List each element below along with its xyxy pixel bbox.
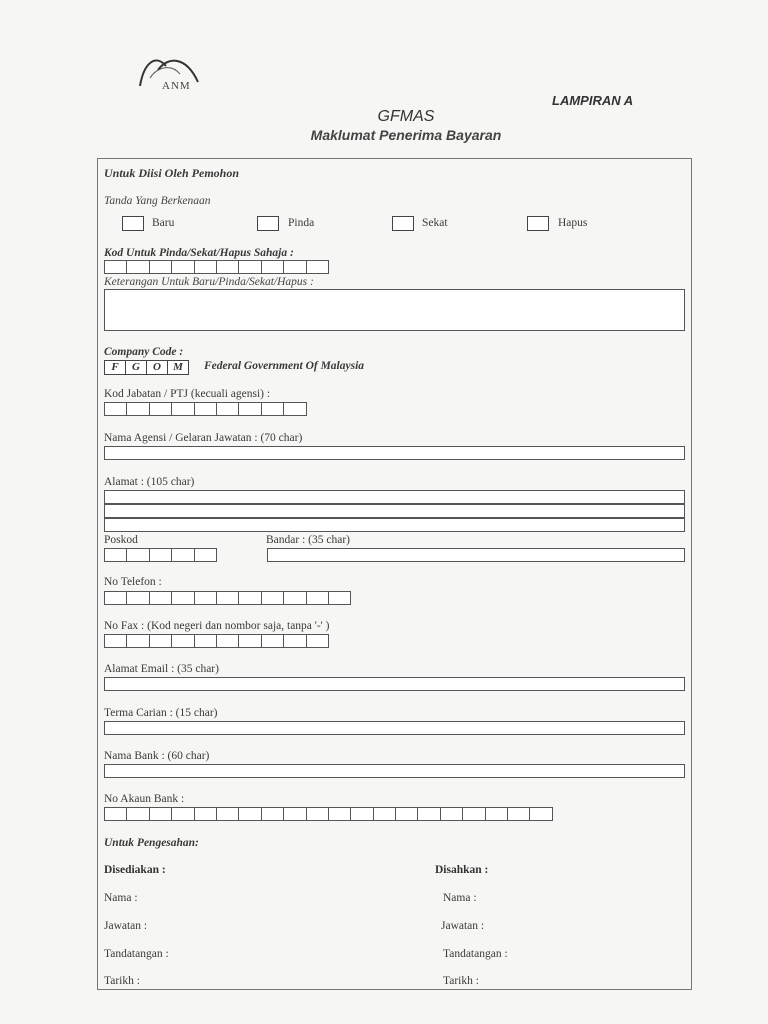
- company-name: Federal Government Of Malaysia: [204, 360, 365, 372]
- bandar-field[interactable]: [267, 548, 685, 562]
- disahkan-nama-label: Nama :: [443, 892, 477, 904]
- tanda-label: Tanda Yang Berkenaan: [104, 195, 211, 207]
- akaun-bank-cells[interactable]: [104, 807, 552, 821]
- disahkan-label: Disahkan :: [435, 864, 489, 876]
- option-sekat-label: Sekat: [422, 217, 448, 229]
- fax-label: No Fax : (Kod negeri dan nombor saja, tanpa '-' ): [104, 620, 330, 632]
- alamat-field-line2[interactable]: [104, 504, 685, 518]
- keterangan-textarea[interactable]: [104, 289, 685, 331]
- fax-cells[interactable]: [104, 634, 328, 648]
- disediakan-tarikh-label: Tarikh :: [104, 975, 140, 987]
- checkbox-baru[interactable]: [122, 216, 144, 231]
- option-baru-label: Baru: [152, 217, 175, 229]
- poskod-label: Poskod: [104, 534, 138, 546]
- email-field[interactable]: [104, 677, 685, 691]
- kod-cells[interactable]: [104, 260, 328, 274]
- option-hapus-label: Hapus: [558, 217, 588, 229]
- telefon-cells[interactable]: [104, 591, 350, 605]
- nama-bank-field[interactable]: [104, 764, 685, 778]
- page-subtitle: Maklumat Penerima Bayaran: [310, 127, 502, 143]
- logo-text: ANM: [162, 80, 191, 92]
- company-code-label: Company Code :: [104, 346, 184, 358]
- company-code-char: M: [167, 360, 189, 375]
- poskod-cells[interactable]: [104, 548, 216, 562]
- checkbox-hapus[interactable]: [527, 216, 549, 231]
- akaun-bank-label: No Akaun Bank :: [104, 793, 185, 805]
- lampiran-label: LAMPIRAN A: [552, 93, 634, 108]
- option-pinda-label: Pinda: [288, 217, 315, 229]
- terma-carian-label: Terma Carian : (15 char): [104, 707, 218, 719]
- bandar-label: Bandar : (35 char): [266, 534, 350, 546]
- disediakan-tandatangan-label: Tandatangan :: [104, 948, 169, 960]
- nama-bank-label: Nama Bank : (60 char): [104, 750, 210, 762]
- disahkan-tarikh-label: Tarikh :: [443, 975, 479, 987]
- email-label: Alamat Email : (35 char): [104, 663, 219, 675]
- disediakan-label: Disediakan :: [104, 864, 166, 876]
- company-code-char: F: [104, 360, 126, 375]
- page-title: GFMAS: [377, 108, 435, 125]
- company-code-boxes: [104, 360, 188, 375]
- alamat-field-line1[interactable]: [104, 490, 685, 504]
- company-code-char: O: [146, 360, 168, 375]
- nama-agensi-label: Nama Agensi / Gelaran Jawatan : (70 char): [104, 432, 303, 444]
- disediakan-nama-label: Nama :: [104, 892, 138, 904]
- pengesahan-title: Untuk Pengesahan:: [104, 837, 199, 849]
- telefon-label: No Telefon :: [104, 576, 162, 588]
- section-title: Untuk Diisi Oleh Pemohon: [104, 166, 240, 180]
- checkbox-pinda[interactable]: [257, 216, 279, 231]
- alamat-label: Alamat : (105 char): [104, 476, 195, 488]
- disahkan-jawatan-label: Jawatan :: [441, 920, 485, 932]
- disediakan-jawatan-label: Jawatan :: [104, 920, 148, 932]
- kod-label: Kod Untuk Pinda/Sekat/Hapus Sahaja :: [104, 247, 294, 259]
- company-code-char: G: [125, 360, 147, 375]
- kod-jabatan-cells[interactable]: [104, 402, 306, 416]
- alamat-field-line3[interactable]: [104, 518, 685, 532]
- kod-jabatan-label: Kod Jabatan / PTJ (kecuali agensi) :: [104, 388, 271, 400]
- checkbox-sekat[interactable]: [392, 216, 414, 231]
- disahkan-tandatangan-label: Tandatangan :: [443, 948, 508, 960]
- terma-carian-field[interactable]: [104, 721, 685, 735]
- keterangan-label: Keterangan Untuk Baru/Pinda/Sekat/Hapus :: [104, 276, 314, 288]
- nama-agensi-field[interactable]: [104, 446, 685, 460]
